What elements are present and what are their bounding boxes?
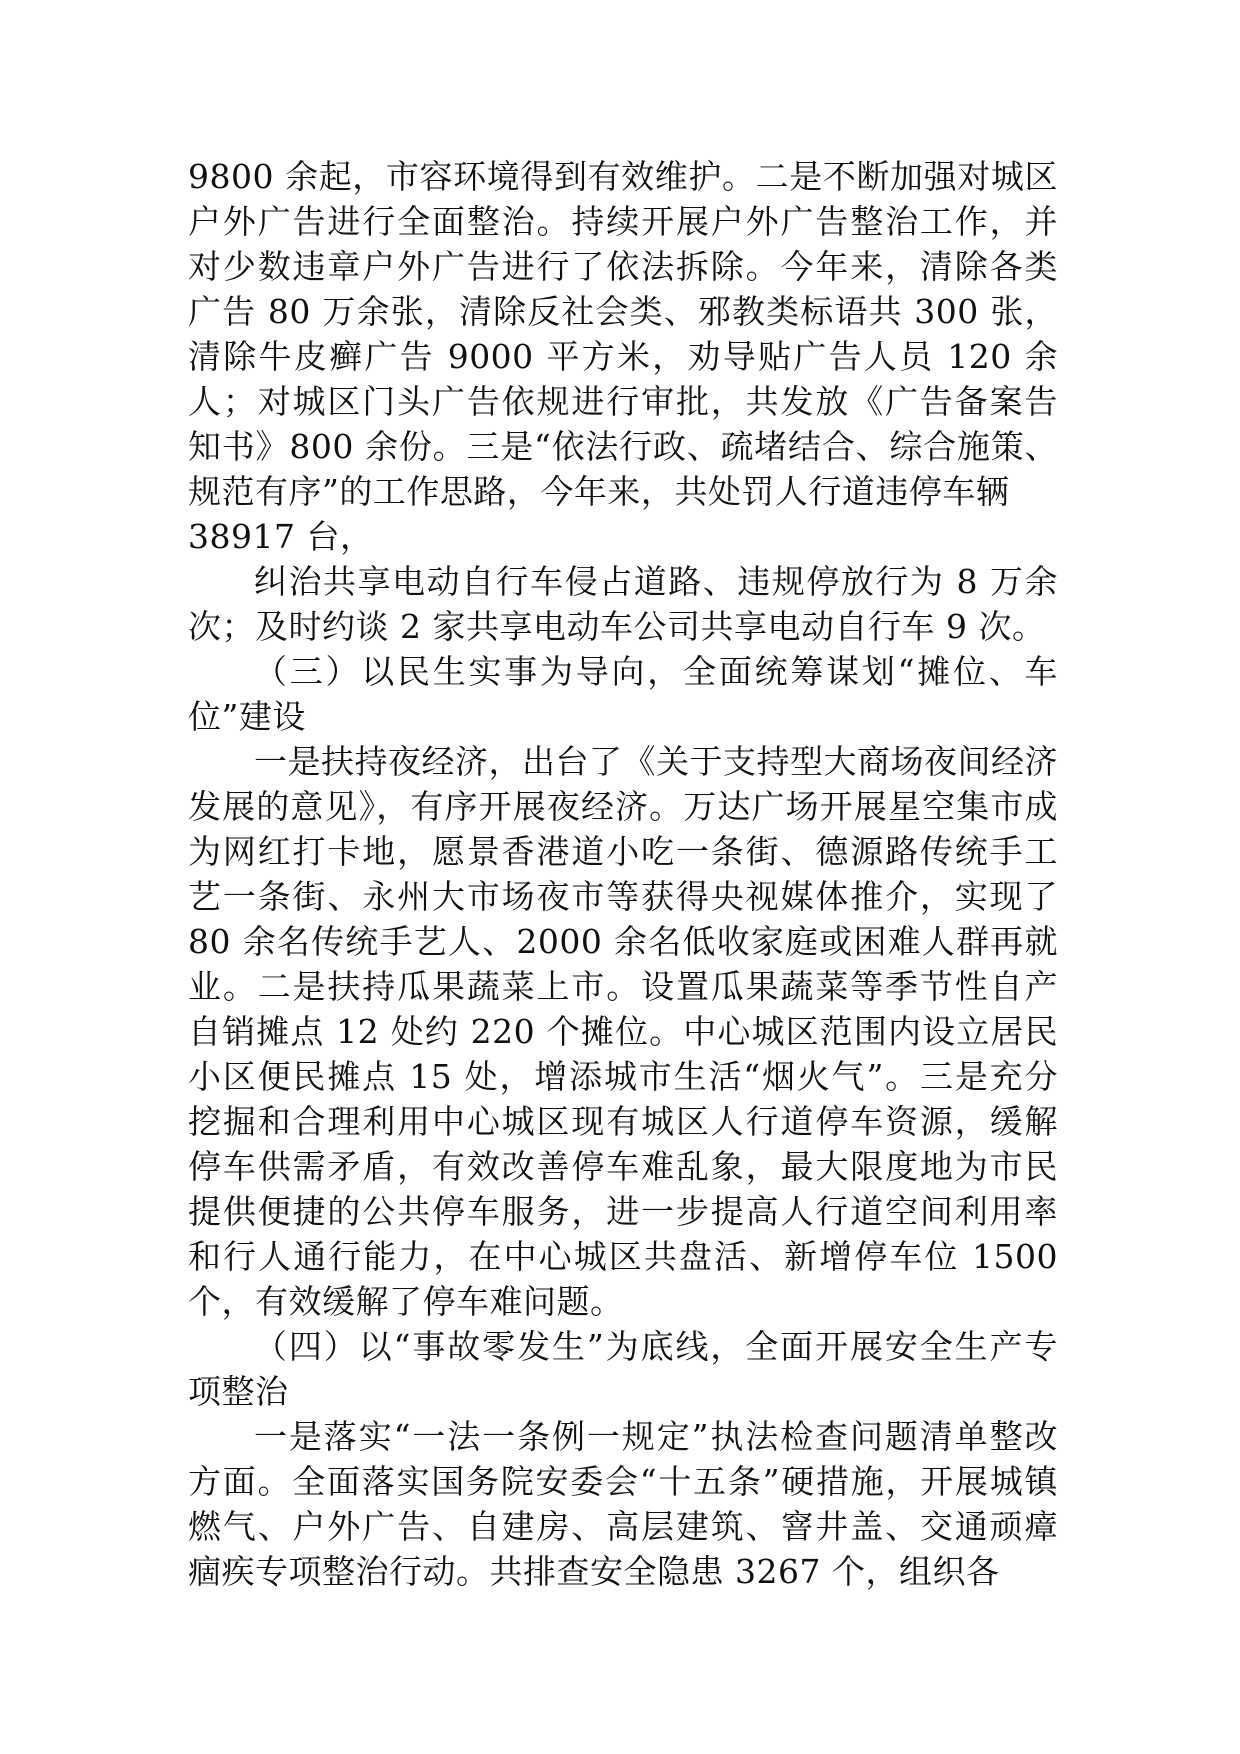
paragraph-continuation-vehicle-count: 38917 台， bbox=[188, 517, 374, 556]
paragraph-shared-ebikes: 纠治共享电动自行车侵占道路、违规停放行为 8 万余次；及时约谈 2 家共享电动车公司共享电动自行车 9 次。 bbox=[188, 562, 1058, 646]
paragraph-continuation-outdoor-ads: 9800 余起，市容环境得到有效维护。二是不断加强对城区户外广告进行全面整治。持续开展户外广告整治工作，并对少数违章户外广告进行了依法拆除。今年来，清除各类广告 80 万余张，清除反社会类、邪教类标语共 300 张，清除牛皮癣广告 9000 平方米，劝导贴广告人员 120 余人；对城区门头广告依规进行审批，共发放《广告备案告知书》800 余份。三是“依法行政、疏堵结合、综合施策、规范有序”的工作思路，今年来，共处罚人行道违停车辆 bbox=[188, 157, 1058, 511]
section-heading-three: （三）以民生实事为导向，全面统筹谋划“摊位、车位”建设 bbox=[188, 652, 1058, 736]
section-heading-four: （四）以“事故零发生”为底线，全面开展安全生产专项整治 bbox=[188, 1327, 1058, 1411]
body-text-column bbox=[188, 154, 1058, 1594]
paragraph-night-economy: 一是扶持夜经济，出台了《关于支持型大商场夜间经济发展的意见》，有序开展夜经济。万达广场开展星空集市成为网红打卡地，愿景香港道小吃一条街、德源路传统手工艺一条街、永州大市场夜市等获得央视媒体推介，实现了 80 余名传统手艺人、2000 余名低收家庭或困难人群再就业。二是扶持瓜果蔬菜上市。设置瓜果蔬菜等季节性自产自销摊点 12 处约 220 个摊位。中心城区范围内设立居民小区便民摊点 15 处，增添城市生活“烟火气”。三是充分挖掘和合理利用中心城区现有城区人行道停车资源，缓解停车供需矛盾，有效改善停车难乱象，最大限度地为市民提供便捷的公共停车服务，进一步提高人行道空间利用率和行人通行能力，在中心城区共盘活、新增停车位 1500 个，有效缓解了停车难问题。 bbox=[188, 742, 1058, 1321]
paragraph-safety-rectification: 一是落实“一法一条例一规定”执法检查问题清单整改方面。全面落实国务院安委会“十五条”硬措施，开展城镇燃气、户外广告、自建房、高层建筑、窨井盖、交通顽瘴痼疾专项整治行动。共排查安全隐患 3267 个，组织各 bbox=[188, 1417, 1058, 1591]
